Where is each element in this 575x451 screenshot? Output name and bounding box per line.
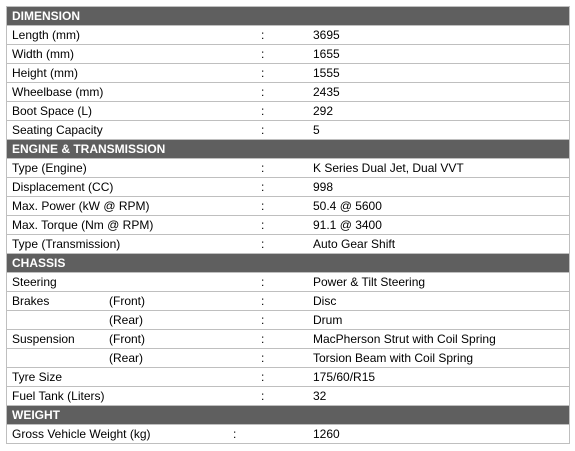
- spec-value: 1555: [313, 66, 340, 80]
- spec-label: Width (mm): [12, 47, 74, 61]
- spec-value: 2435: [313, 85, 340, 99]
- spec-separator: :: [261, 104, 265, 118]
- spec-label: Type (Engine): [12, 161, 87, 175]
- section-header-engine-transmission: ENGINE & TRANSMISSION: [7, 140, 569, 159]
- spec-value: 91.1 @ 3400: [313, 218, 382, 232]
- spec-label: Boot Space (L): [12, 104, 93, 118]
- spec-row: [7, 273, 569, 292]
- spec-separator: :: [261, 180, 265, 194]
- spec-separator: :: [261, 47, 265, 61]
- spec-label: Seating Capacity: [12, 123, 103, 137]
- spec-separator: :: [261, 370, 265, 384]
- spec-label: Displacement (CC): [12, 180, 114, 194]
- section-header-chassis: CHASSIS: [7, 254, 569, 273]
- spec-label: Wheelbase (mm): [12, 85, 104, 99]
- spec-separator: :: [261, 351, 265, 365]
- spec-sublabel: (Rear): [109, 351, 144, 365]
- spec-row: [7, 26, 569, 45]
- spec-separator: :: [261, 332, 265, 346]
- spec-value: K Series Dual Jet, Dual VVT: [313, 161, 464, 175]
- section-header-weight: WEIGHT: [7, 406, 569, 425]
- spec-label: Height (mm): [12, 66, 79, 80]
- spec-separator: :: [261, 237, 265, 251]
- spec-label: Gross Vehicle Weight (kg): [12, 427, 151, 441]
- spec-row: [7, 159, 569, 178]
- spec-row: [7, 387, 569, 406]
- spec-row: [7, 83, 569, 102]
- spec-value: 50.4 @ 5600: [313, 199, 382, 213]
- spec-value: 292: [313, 104, 334, 118]
- spec-row: [7, 64, 569, 83]
- spec-value: 175/60/R15: [313, 370, 376, 384]
- spec-label: Brakes: [12, 294, 50, 308]
- spec-row: [7, 330, 569, 349]
- spec-row: [7, 216, 569, 235]
- spec-separator: :: [261, 389, 265, 403]
- spec-label: Fuel Tank (Liters): [12, 389, 105, 403]
- spec-row: [7, 425, 569, 444]
- spec-row: [7, 235, 569, 254]
- spec-row: [7, 197, 569, 216]
- spec-separator: :: [261, 294, 265, 308]
- spec-separator: :: [261, 66, 265, 80]
- spec-row: [7, 349, 569, 368]
- spec-label: Length (mm): [12, 28, 81, 42]
- spec-value: Drum: [313, 313, 343, 327]
- spec-separator: :: [261, 85, 265, 99]
- spec-sublabel: (Front): [109, 294, 145, 308]
- spec-row: [7, 292, 569, 311]
- spec-label: Steering: [12, 275, 57, 289]
- spec-separator: :: [261, 161, 265, 175]
- spec-label: Max. Power (kW @ RPM): [12, 199, 150, 213]
- spec-row: [7, 368, 569, 387]
- spec-value: 32: [313, 389, 327, 403]
- spec-separator: :: [261, 313, 265, 327]
- spec-sublabel: (Front): [109, 332, 145, 346]
- spec-value: Disc: [313, 294, 337, 308]
- spec-value: Power & Tilt Steering: [313, 275, 426, 289]
- spec-label: Suspension: [12, 332, 75, 346]
- spec-value: MacPherson Strut with Coil Spring: [313, 332, 496, 346]
- spec-table: [6, 6, 570, 444]
- spec-separator: :: [261, 123, 265, 137]
- spec-separator: :: [261, 199, 265, 213]
- spec-value: 1655: [313, 47, 340, 61]
- spec-value: 1260: [313, 427, 340, 441]
- spec-separator: :: [261, 28, 265, 42]
- section-header-dimension: DIMENSION: [7, 7, 569, 26]
- spec-value: 5: [313, 123, 320, 137]
- spec-label: Tyre Size: [12, 370, 63, 384]
- spec-row: [7, 121, 569, 140]
- spec-value: 3695: [313, 28, 340, 42]
- spec-value: Auto Gear Shift: [313, 237, 396, 251]
- spec-value: Torsion Beam with Coil Spring: [313, 351, 474, 365]
- spec-row: [7, 311, 569, 330]
- spec-separator: :: [261, 218, 265, 232]
- spec-row: [7, 45, 569, 64]
- spec-separator: :: [233, 427, 237, 441]
- spec-label: Type (Transmission): [12, 237, 121, 251]
- spec-row: [7, 102, 569, 121]
- spec-value: 998: [313, 180, 334, 194]
- spec-separator: :: [261, 275, 265, 289]
- spec-row: [7, 178, 569, 197]
- spec-label: Max. Torque (Nm @ RPM): [12, 218, 154, 232]
- spec-sublabel: (Rear): [109, 313, 144, 327]
